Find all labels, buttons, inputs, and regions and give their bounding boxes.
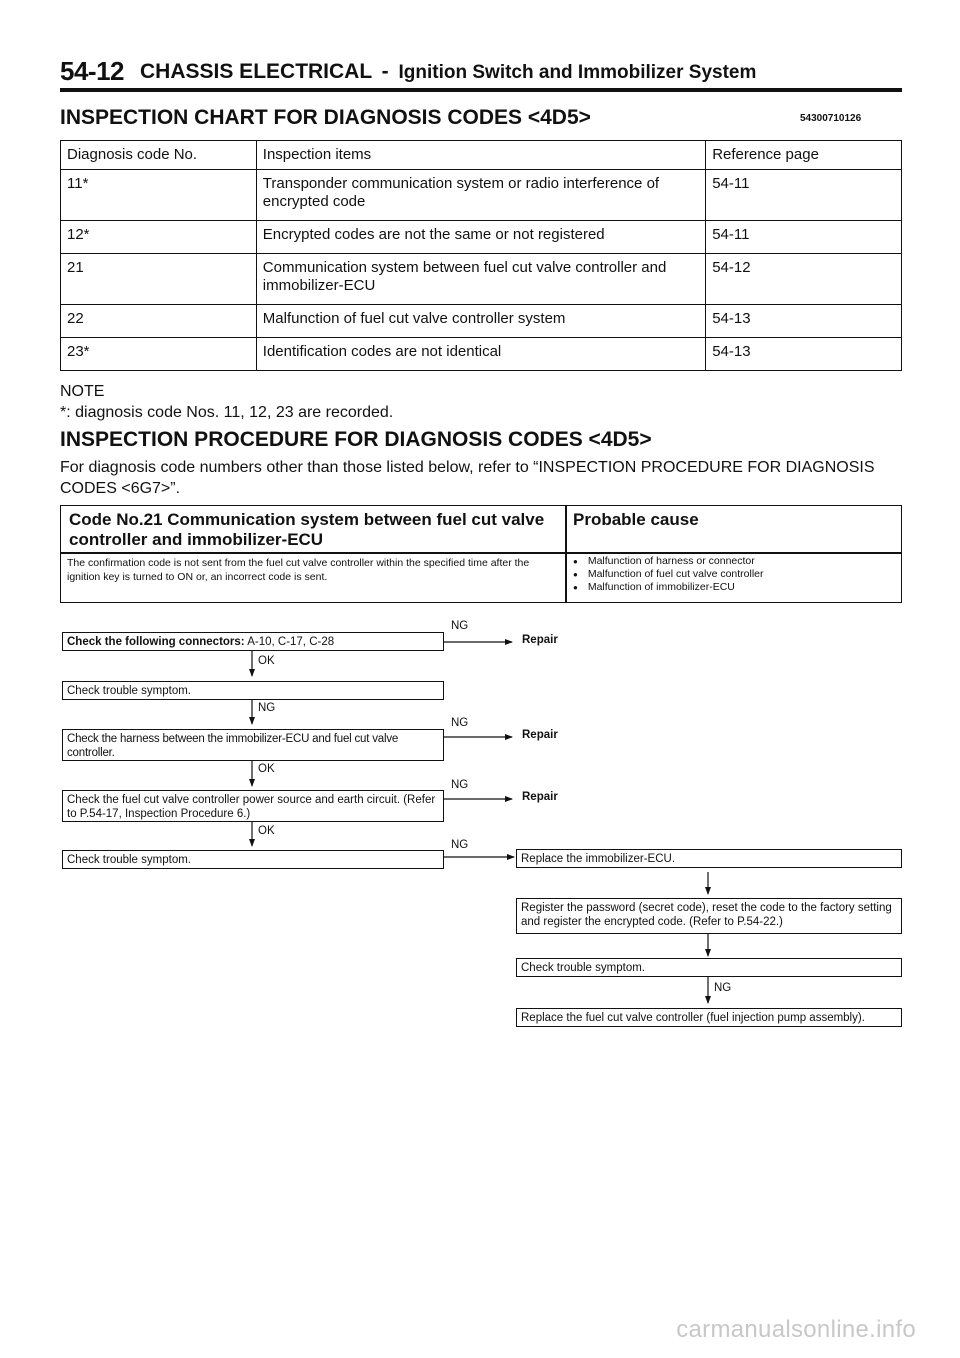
code-heading: Code No.21 Communication system between fuel cut valve controller and immobilizer-ECU <box>69 510 545 549</box>
column-header: Inspection items <box>256 141 705 170</box>
table-cell: 23* <box>61 338 257 371</box>
table-cell: 54-11 <box>706 170 902 221</box>
page-number: 54-12 <box>60 56 124 86</box>
document-code: 54300710126 <box>800 113 862 124</box>
header-separator: - <box>381 60 389 83</box>
table-cell: Encrypted codes are not the same or not registered <box>256 221 705 254</box>
section-subtitle: Ignition Switch and Immobilizer System <box>398 62 757 83</box>
list-item: ● Malfunction of immobilizer-ECU <box>573 581 764 594</box>
list-item: ● Malfunction of harness or connector <box>573 555 764 568</box>
table-cell: 54-11 <box>706 221 902 254</box>
table-cell: Transponder communication system or radio interference of encrypted code <box>256 170 705 221</box>
ng-label: NG <box>451 779 469 791</box>
watermark: carmanualsonline.info <box>676 1316 916 1343</box>
flow-step-check-harness: Check the harness between the immobilizer-ECU and fuel cut valve controller. <box>62 729 444 761</box>
repair-label: Repair <box>522 634 558 646</box>
chart-title: INSPECTION CHART FOR DIAGNOSIS CODES <4D5> <box>60 106 591 129</box>
step-label-rest: A-10, C-17, C-28 <box>244 636 335 648</box>
table-cell: 21 <box>61 254 257 305</box>
ok-label: OK <box>258 825 275 837</box>
ng-label: NG <box>451 717 469 729</box>
flow-step-check-symptom-3: Check trouble symptom. <box>516 958 902 977</box>
procedure-intro: For diagnosis code numbers other than those listed below, refer to “INSPECTION PROCEDURE FOR DIAGNOSIS CODES <6G7>”. <box>60 459 875 497</box>
table-cell: 12* <box>61 221 257 254</box>
ng-label: NG <box>258 702 276 714</box>
flow-step-check-symptom-1: Check trouble symptom. <box>62 681 444 700</box>
table-cell: Malfunction of fuel cut valve controller system <box>256 305 705 338</box>
flow-step-check-connectors <box>62 632 444 651</box>
column-header: Reference page <box>706 141 902 170</box>
flow-step-replace-controller: Replace the fuel cut valve controller (fuel injection pump assembly). <box>516 1008 902 1027</box>
ng-label: NG <box>451 839 469 851</box>
procedure-title: INSPECTION PROCEDURE FOR DIAGNOSIS CODES <4D5> <box>60 428 652 451</box>
table-cell: 11* <box>61 170 257 221</box>
list-item: ● Malfunction of fuel cut valve controller <box>573 568 764 581</box>
table-cell: 54-13 <box>706 338 902 371</box>
table-cell: 22 <box>61 305 257 338</box>
ng-label: NG <box>714 982 732 994</box>
flow-step-check-symptom-2: Check trouble symptom. <box>62 850 444 869</box>
repair-label: Repair <box>522 791 558 803</box>
table-cell: 54-12 <box>706 254 902 305</box>
code-description: The confirmation code is not sent from the fuel cut valve controller within the specified time after the ignition key is turned to ON or, an incorrect code is sent. <box>67 557 530 583</box>
ok-label: OK <box>258 763 275 775</box>
probable-cause-heading: Probable cause <box>573 510 699 529</box>
section-title: CHASSIS ELECTRICAL <box>140 60 372 83</box>
step-label-bold: Check the following connectors: <box>67 636 245 648</box>
table-cell: Identification codes are not identical <box>256 338 705 371</box>
flow-step-register-password: Register the password (secret code), reset the code to the factory setting and register the encrypted code. (Refer to P.54-22.) <box>516 898 902 934</box>
table-cell: 54-13 <box>706 305 902 338</box>
column-header: Diagnosis code No. <box>61 141 257 170</box>
ok-label: OK <box>258 655 275 667</box>
ng-label: NG <box>451 620 469 632</box>
flow-step-replace-ecu: Replace the immobilizer-ECU. <box>516 849 902 868</box>
repair-label: Repair <box>522 729 558 741</box>
note-title: NOTE <box>60 383 105 400</box>
table-cell: Communication system between fuel cut valve controller and immobilizer-ECU <box>256 254 705 305</box>
note-text: *: diagnosis code Nos. 11, 12, 23 are recorded. <box>60 404 394 421</box>
flow-step-check-power-source: Check the fuel cut valve controller power source and earth circuit. (Refer to P.54-17, Inspection Procedure 6.) <box>62 790 444 822</box>
